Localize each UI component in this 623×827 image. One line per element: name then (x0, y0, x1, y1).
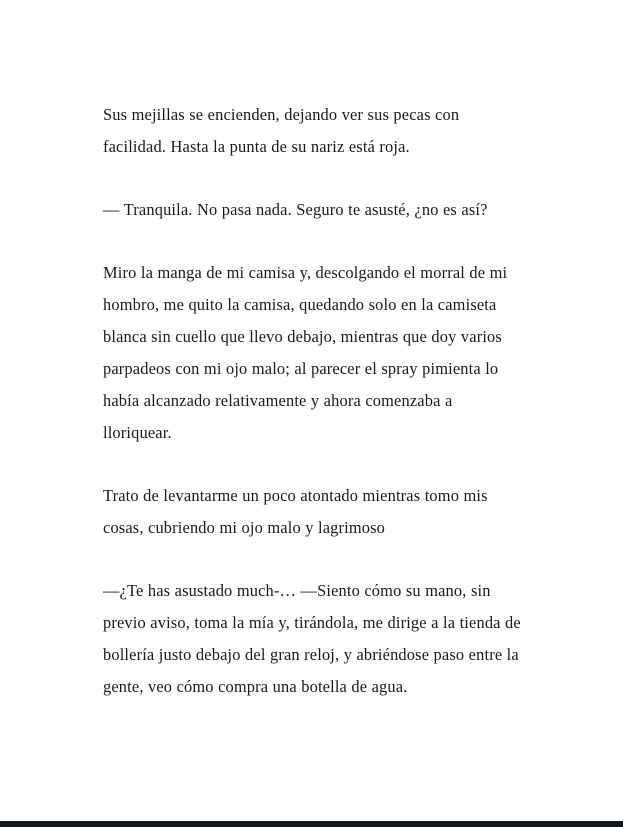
document-text-column (103, 99, 521, 703)
paragraph-4: Trato de levantarme un poco atontado mientras tomo mis cosas, cubriendo mi ojo malo y lagrimoso (103, 486, 488, 537)
paragraph-5-dialogue: —¿Te has asustado much-… —Siento cómo su mano, sin previo aviso, toma la mía y, tirándola, me dirige a la tienda de bollería justo debajo del gran reloj, y abriéndose paso entre la gente, veo cómo compra una botella de agua. (103, 581, 521, 696)
paragraph-1: Sus mejillas se encienden, dejando ver sus pecas con facilidad. Hasta la punta de su nariz está roja. (103, 105, 460, 156)
paragraph-3: Miro la manga de mi camisa y, descolgando el morral de mi hombro, me quito la camisa, quedando solo en la camiseta blanca sin cuello que llevo debajo, mientras que doy varios parpadeos con mi ojo malo; al parecer el spray pimienta lo había alcanzado relativamente y ahora comenzaba a lloriquear. (103, 263, 508, 442)
paragraph-2-dialogue: — Tranquila. No pasa nada. Seguro te asusté, ¿no es así? (103, 200, 488, 219)
footer-bar (0, 821, 623, 827)
